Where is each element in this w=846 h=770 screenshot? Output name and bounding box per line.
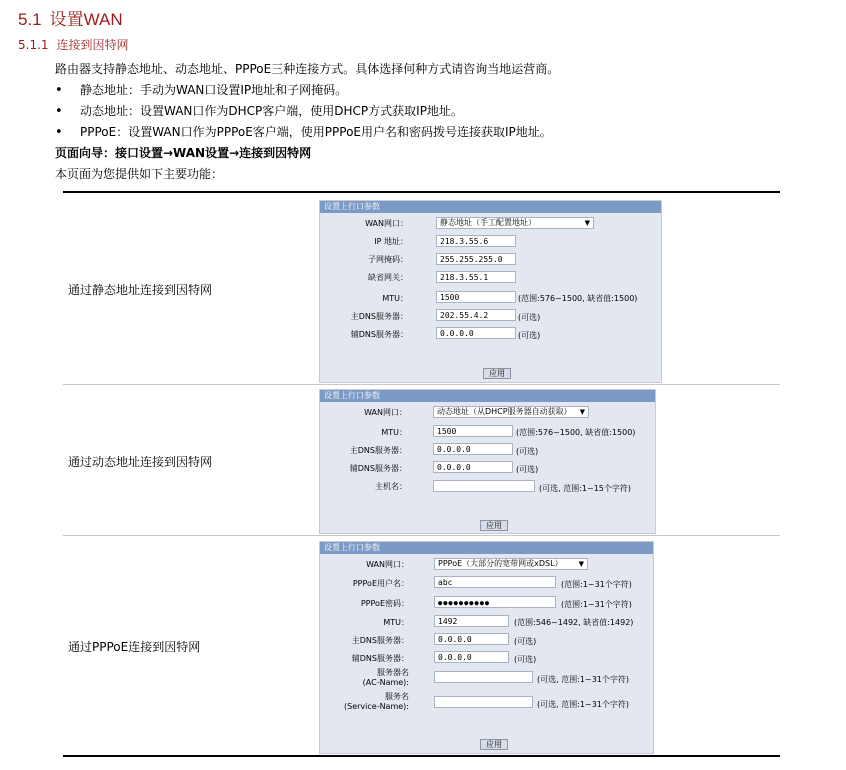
navigation-path: 页面向导：接口设置→WAN设置→连接到因特网 [55,146,312,160]
bullet-pppoe: • PPPoE：设置WAN口作为PPPoE客户端，使用PPPoE用户名和密码拨号连接获取IP地址。 [55,125,552,140]
server-name-input[interactable] [434,671,533,683]
table-row-divider [63,384,780,385]
intro-paragraph: 路由器支持静态地址、动态地址、PPPoE三种连接方式。具体选择何种方式请咨询当地运营商。 [55,62,560,76]
wan-port-select[interactable] [436,217,594,229]
pppoe-username-label: PPPoE用户名： [352,579,409,588]
mtu-input[interactable]: 1500 [433,425,513,437]
wan-port-label: WAN网口： [366,560,409,569]
mtu-hint: (范围:546~1492, 缺省值:1492) [514,618,634,627]
primary-dns-hint: (可选) [518,313,541,322]
hostname-label: 主机名： [375,482,407,491]
apply-button[interactable]: 应用 [483,368,511,379]
wan-port-value: PPPoE（大部分的宽带网或xDSL） [438,559,563,568]
hostname-hint: (可选, 范围:1~15个字符) [539,484,631,493]
subnet-mask-input[interactable]: 255.255.255.0 [436,253,516,265]
panel-title: 设置上行口参数 [320,390,655,402]
secondary-dns-label: 辅DNS服务器： [349,464,407,473]
chevron-down-icon: ▼ [579,408,585,416]
section-heading [18,5,123,30]
functions-intro: 本页面为您提供如下主要功能： [55,167,224,181]
primary-dns-hint: (可选) [514,637,537,646]
wan-port-select[interactable] [434,558,588,570]
mtu-label: MTU： [383,618,409,627]
pppoe-username-hint: (范围:1~31个字符) [561,580,632,589]
hostname-input[interactable] [433,480,535,492]
pppoe-password-hint: (范围:1~31个字符) [561,600,632,609]
row-label-static: 通过静态地址连接到因特网 [68,283,213,297]
service-name-hint: (可选, 范围:1~31个字符) [537,700,629,709]
pppoe-password-label: PPPoE密码： [360,599,409,608]
server-name-hint: (可选, 范围:1~31个字符) [537,675,629,684]
subnet-mask-label: 子网掩码： [368,255,408,264]
bullet-static: • 静态地址：手动为WAN口设置IP地址和子网掩码。 [55,83,348,98]
row-label-pppoe: 通过PPPoE连接到因特网 [68,640,201,654]
wan-port-label: WAN网口： [364,408,407,417]
mtu-input[interactable]: 1492 [434,615,509,627]
bullet-text: 动态地址：设置WAN口作为DHCP客户端，使用DHCP方式获取IP地址。 [80,104,463,118]
chevron-down-icon: ▼ [578,560,584,568]
apply-button[interactable]: 应用 [480,520,508,531]
bullet-text: 静态地址：手动为WAN口设置IP地址和子网掩码。 [80,83,348,97]
secondary-dns-input[interactable]: 0.0.0.0 [433,461,513,473]
ip-label: IP 地址： [374,237,408,246]
secondary-dns-hint: (可选) [516,465,539,474]
gateway-input[interactable]: 218.3.55.1 [436,271,516,283]
chevron-down-icon: ▼ [584,219,590,227]
server-name-label-line: 服务器名 [377,668,409,677]
server-name-label-line: (AC-Name): [362,678,409,687]
wan-port-value: 动态地址（从DHCP服务器自动获取） [437,407,572,416]
static-settings-panel [319,200,662,383]
primary-dns-label: 主DNS服务器： [351,636,409,645]
panel-title: 设置上行口参数 [320,542,653,554]
subsection-heading [18,36,129,53]
wan-port-select[interactable] [433,406,589,418]
mtu-label: MTU： [382,294,408,303]
primary-dns-hint: (可选) [516,447,539,456]
service-name-label-line: (Service-Name): [344,702,409,711]
gateway-label: 缺省网关： [368,273,408,282]
primary-dns-input[interactable]: 0.0.0.0 [434,633,509,645]
mtu-input[interactable]: 1500 [436,291,516,303]
primary-dns-input[interactable]: 0.0.0.0 [433,443,513,455]
secondary-dns-hint: (可选) [518,331,541,340]
table-bottom-rule [63,755,780,757]
dynamic-settings-panel [319,389,656,534]
pppoe-password-input[interactable]: ●●●●●●●●●● [434,596,556,608]
bullet-text: PPPoE：设置WAN口作为PPPoE客户端，使用PPPoE用户名和密码拨号连接获取IP地址。 [80,125,552,139]
mtu-hint: (范围:576~1500, 缺省值:1500) [516,428,636,437]
primary-dns-label: 主DNS服务器： [350,312,408,321]
secondary-dns-input[interactable]: 0.0.0.0 [436,327,516,339]
wan-port-label: WAN网口： [365,219,408,228]
service-name-label [320,692,409,712]
mtu-hint: (范围:576~1500, 缺省值:1500) [518,294,638,303]
subsection-title: 连接到因特网 [56,38,129,52]
pppoe-settings-panel [319,541,654,754]
primary-dns-input[interactable]: 202.55.4.2 [436,309,516,321]
pppoe-username-input[interactable]: abc [434,576,556,588]
table-row-divider [63,535,780,536]
bullet-dynamic: • 动态地址：设置WAN口作为DHCP客户端，使用DHCP方式获取IP地址。 [55,104,463,119]
server-name-label [320,668,409,688]
secondary-dns-input[interactable]: 0.0.0.0 [434,651,509,663]
subsection-number: 5.1.1 [18,38,49,52]
service-name-input[interactable] [434,696,533,708]
secondary-dns-label: 辅DNS服务器： [350,330,408,339]
ip-input[interactable]: 218.3.55.6 [436,235,516,247]
mtu-label: MTU： [381,428,407,437]
service-name-label-line: 服务名 [385,692,409,701]
secondary-dns-label: 辅DNS服务器： [351,654,409,663]
section-number: 5.1 [18,10,42,29]
wan-port-value: 静态地址（手工配置地址） [440,218,536,227]
panel-title: 设置上行口参数 [320,201,661,213]
secondary-dns-hint: (可选) [514,655,537,664]
section-title: 设置WAN [49,10,123,29]
apply-button[interactable]: 应用 [480,739,508,750]
primary-dns-label: 主DNS服务器： [349,446,407,455]
table-top-rule [63,191,780,193]
row-label-dynamic: 通过动态地址连接到因特网 [68,455,213,469]
